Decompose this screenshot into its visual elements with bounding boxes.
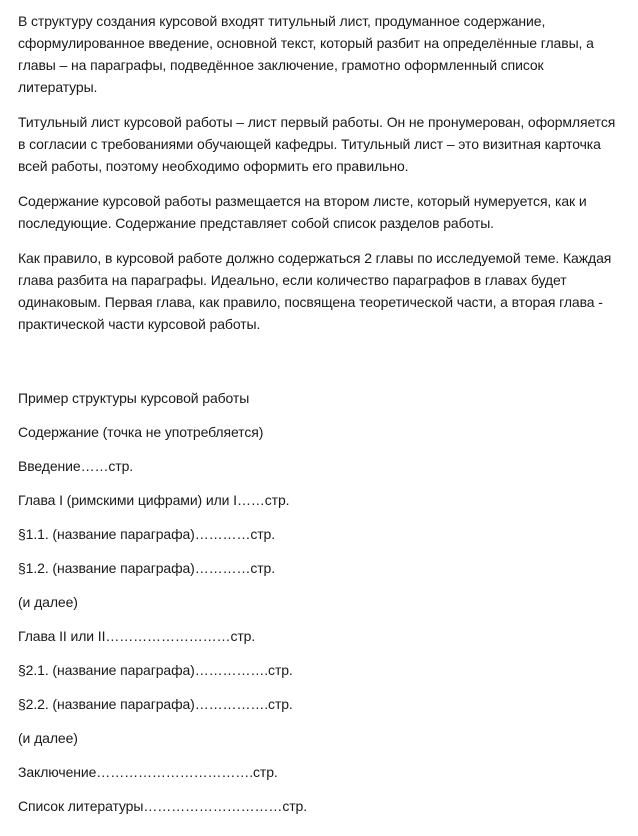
- structure-outline: [18, 421, 618, 817]
- outline-item-conclusion: Заключение…………………………….стр.: [18, 764, 278, 780]
- outline-item-etc-1: (и далее): [18, 594, 78, 610]
- outline-item-contents: Содержание (точка не употребляется): [18, 424, 264, 440]
- contents-paragraph: Содержание курсовой работы размещается на втором листе, который нумеруется, как и последующие. Содержание представляет собой список разделов работы.: [18, 193, 587, 231]
- chapters-paragraph: Как правило, в курсовой работе должно содержаться 2 главы по исследуемой теме. Каждая глава разбита на параграфы. Идеально, если количество параграфов в главах будет одинаковым. Первая глава, как правило, посвящена теоретической части, а вторая глава - практической части курсовой работы.: [18, 250, 612, 332]
- outline-item-section-2-2: §2.2. (название параграфа)…………….стр.: [18, 696, 293, 712]
- outline-item-section-2-1: §2.1. (название параграфа)…………….стр.: [18, 662, 293, 678]
- outline-item-chapter-2: Глава II или II………………………стр.: [18, 628, 256, 644]
- outline-item-introduction: Введение……стр.: [18, 458, 134, 474]
- document-page: [18, 10, 618, 817]
- outline-item-bibliography: Список литературы…………………………стр.: [18, 798, 308, 814]
- intro-paragraph: В структуру создания курсовой входят титульный лист, продуманное содержание, сформулированное введение, основной текст, который разбит на определённые главы, а главы – на параграфы, подведённое заключение, грамотно оформленный список литературы.: [18, 13, 594, 95]
- title-page-paragraph: Титульный лист курсовой работы – лист первый работы. Он не пронумерован, оформляется в согласии с требованиями обучающей кафедры. Титульный лист – это визитная карточка всей работы, поэтому необходимо оформить его правильно.: [18, 114, 616, 174]
- outline-item-etc-2: (и далее): [18, 730, 78, 746]
- outline-item-section-1-2: §1.2. (название параграфа)…………стр.: [18, 560, 276, 576]
- outline-item-chapter-1: Глава I (римскими цифрами) или I……стр.: [18, 492, 290, 508]
- outline-item-section-1-1: §1.1. (название параграфа)…………стр.: [18, 526, 276, 542]
- example-title: Пример структуры курсовой работы: [18, 390, 250, 406]
